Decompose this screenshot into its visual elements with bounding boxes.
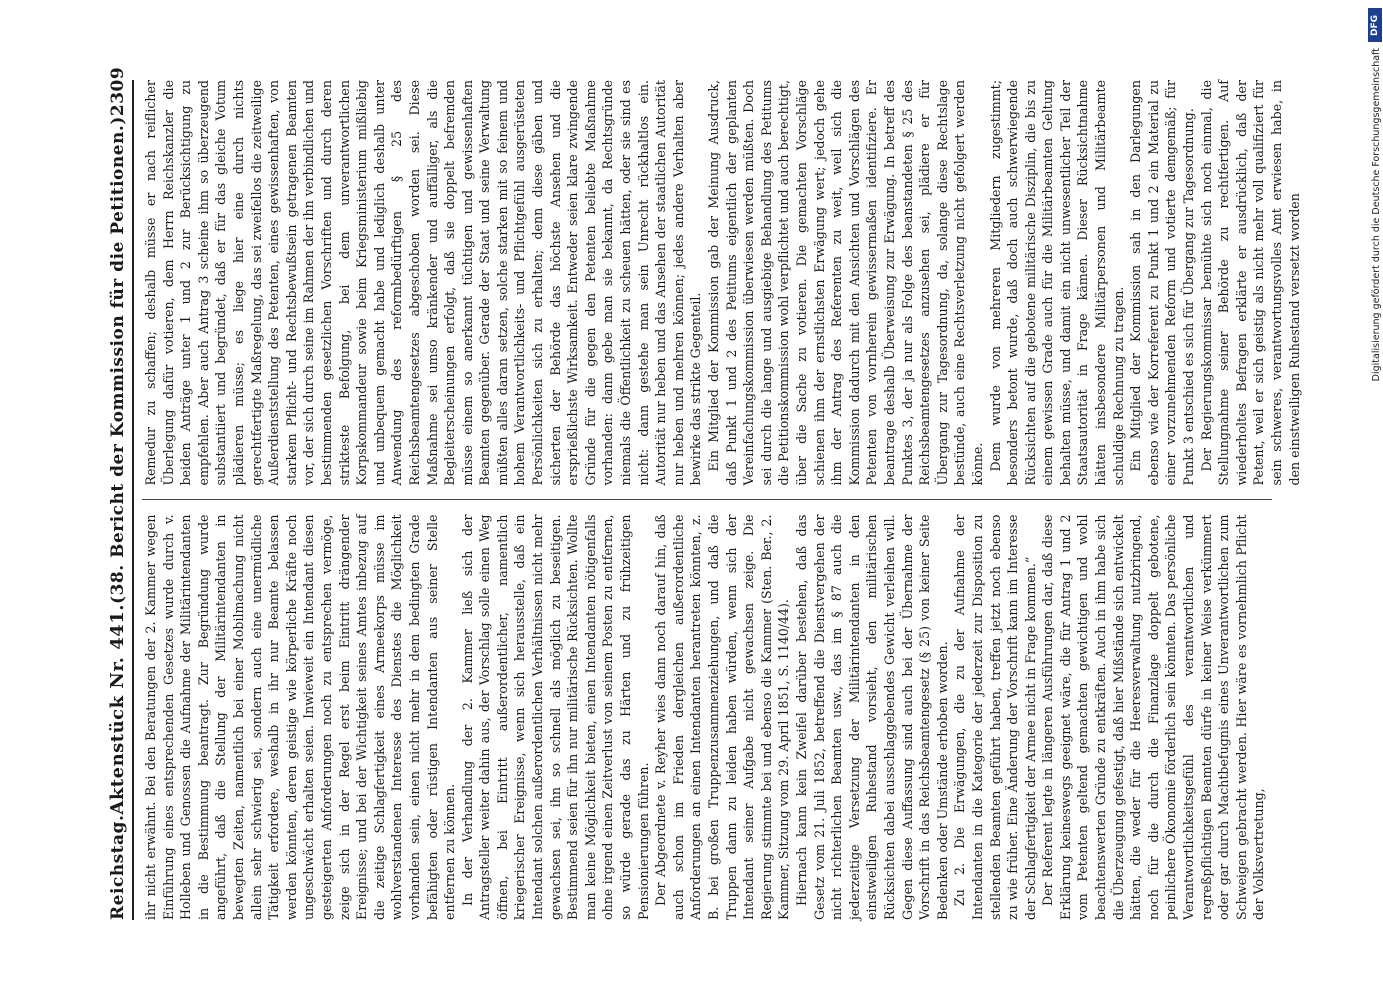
paragraph: ihr nicht erwähnt. Bei den Beratungen der 2. Kammer wegen Einführung eines entsprechenden Gesetzes wurde durch v. Holleben und Genossen die Aufnahme der Militärintendanten in die Bestimmung beantragt. Zur Begründung wurde angeführt, daß die Stellung der Militärintendanten in bewegten Zeiten, namentlich bei einer Mobilmachung nicht allein sehr schwierig sei, sondern auch eine unermüdliche Tätigkeit erfordere, weshalb in ihr nur Beamte belassen werden könnten, deren geistige wie körperliche Kräfte noch ungeschwächt erhalten seien. Inwieweit ein Intendant diesen gesteigerten Anforderungen noch zu entsprechen vermöge, zeige sich in der Regel erst beim Eintritt drängender Ereignisse; und bei der Wichtigkeit seines Amtes inbezug auf die zeitige Schlagfertigkeit eines Armeekorps müsse im wohlverstandenen Interesse des Dienstes die Möglichkeit vorhanden sein, einen nicht mehr in dem bedingten Grade befähigten oder rüstigen Intendanten aus seiner Stelle entfernen zu können. — [142, 514, 457, 920]
text-columns — [142, 80, 1302, 920]
right-column — [142, 80, 1302, 486]
header-report-title: (38. Bericht der Kommission für die Petitionen.) — [107, 116, 128, 604]
dfg-logo: DFG — [1368, 8, 1382, 42]
paragraph: Der Abgeordnete v. Reyher wies dann noch darauf hin, daß auch schon im Frieden dergleichen außerordentliche Anforderungen an einen Intendanten herantreten könnten, z. B. bei großen Truppenzusammenziehungen, und daß die Truppen dann zu leiden haben würden, wenn sich der Intendant seiner Aufgabe nicht gewachsen zeige. Die Regierung stimmte bei und ebenso die Kammer (Sten. Ber., 2. Kammer, Sitzung vom 29. April 1851, S. 1140/44). — [652, 514, 791, 920]
column-divider — [142, 500, 1272, 501]
page-header — [106, 66, 134, 920]
left-column — [142, 515, 1272, 921]
paragraph: Hiernach kann kein Zweifel darüber bestehen, daß das Gesetz vom 21. Juli 1852, betreffend die Dienstvergehen der nicht richterlichen Beamten usw., das im § 87 auch die jederzeitige Versetzung der Militärintendanten in den einstweiligen Ruhestand vorsieht, den militärischen Rücksichten dabei ausschlaggebendes Gewicht verleihen will. Gegen diese Auffassung sind auch bei der Übernahme der Vorschrift in das Reichsbeamtengesetz (§ 25) von keiner Seite Bedenken oder Umstände erhoben worden. — [793, 514, 950, 920]
header-document-number: Aktenstück Nr. 441. — [106, 603, 128, 815]
paragraph: Der Regierungskommissar bemühte sich noch einmal, die Stellungnahme seiner Behörde zu rechtfertigen. Auf wiederholtes Befragen erklärte er ausdrücklich, daß der Petent, weil er sich geistig als nicht mehr voll qualifiziert für sein schweres, verantwortungsvolles Amt erwiesen habe, in den einstweiligen Ruhestand versetzt worden — [1198, 80, 1302, 486]
document-page — [67, 50, 1317, 950]
page-number: 2309 — [107, 66, 128, 117]
paragraph: Ein Mitglied der Kommission gab der Meinung Ausdruck, daß Punkt 1 und 2 des Petitums eigentlich der geplanten Vereinfachungskommission überwiesen werden müßten. Doch sei durch die lange und ausgiebige Behandlung des Petitums die Petitionskommission wohl verpflichtet und auch berechtigt, über die Sache zu votieren. Die gemachten Vorschläge schienen ihm der ernstlichsten Erwägung wert; jedoch gehe ihm der Antrag des Referenten zu weit, weil sich die Kommission dadurch mit den Ansichten und Vorschlägen des Petenten von vornherein gewissermaßen identifiziere. Er beantrage deshalb Überweisung zur Erwägung. In betreff des Punktes 3, der ja nur als Folge des beanstandeten § 25 des Reichsbeamtengesetzes anzusehen sei, plädiere er für Übergang zur Tagesordnung, da, solange diese Rechtslage bestünde, auch eine Rechtsverletzung nicht gefolgert werden könne. — [705, 80, 985, 486]
digitization-sidebar — [1367, 0, 1383, 1000]
header-reichstag: Reichstag. — [107, 814, 128, 920]
paragraph: Dem wurde von mehreren Mitgliedern zugestimmt; besonders betont wurde, daß doch auch schwerwiegende Rücksichten auf die gebotene militärische Disziplin, die bis zu einem gewissen Grade auch für die Militärbeamten Geltung behalten müsse, und damit ein nicht unwesentlicher Teil der Staatsautorität in Frage kämen. Dieser Rücksichtnahme hätten insbesondere Militärpersonen und Militärbeamte schuldige Rechnung zu tragen. — [987, 80, 1126, 486]
funding-note: Digitalisierung gefördert durch die Deutsche Forschungsgemeinschaft — [1371, 48, 1382, 382]
paragraph: Remedur zu schaffen; deshalb müsse er nach reiflicher Überlegung dafür votieren, dem Herrn Reichskanzler die beiden Anträge unter 1 und 2 zur Berücksichtigung zu empfehlen. Aber auch Antrag 3 scheine ihm so überzeugend substantiiert und begründet, daß er für das gleiche Votum plädieren müsse; es liege hier eine durch nichts gerechtfertigte Maßregelung, das sei zweifellos die zeitweilige Außerdienststellung des Petenten, eines gewissenhaften, von starkem Pflicht- und Rechtsbewußtsein getragenen Beamten vor, der sich durch seine im Rahmen der ihn verbindlichen und bestimmenden gesetzlichen Vorschriften und durch deren strikteste Befolgung, bei dem unverantwortlichen Korpskommandeur sowie beim Kriegsministerium mißliebig und unbequem gemacht habe und lediglich deshalb unter Anwendung des reformbedürftigen § 25 des Reichsbeamtengesetzes abgeschoben worden sei. Diese Maßnahme sei umso kränkender und auffälliger, als die Begleiterscheinungen erfolgt, daß sie doppelt befremden müsse einem so anerkannt tüchtigen und gewissenhaften Beamten gegenüber. Gerade der Staat und seine Verwaltung müßten alles daran setzen, solche starken mit so feinem und hohem Verantwortlichkeits- und Pflichtgefühl ausgerüsteten Persönlichkeiten sich zu erhalten; denn diese gäben und sicherten der Behörde das höchste Ansehen und die ersprießlichste Wirksamkeit. Entweder seien klare zwingende Gründe für die gegen den Petenten beliebte Maßnahme vorhanden: dann gebe man sie bekannt, da Rechtsgründe niemals die Öffentlichkeit zu scheuen hätten, oder sie sind es nicht: dann gestehe man sein Unrecht rückhaltlos ein. Autorität nur heben und das Ansehen der staatlichen Autorität nur heben und mehren können; jedes andere Verhalten aber bewirke das strikte Gegenteil. — [142, 80, 703, 486]
paragraph: Zu 2. Die Erwägungen, die zu der Aufnahme der Intendanten in die Kategorie der jederzeit zur Disposition zu stellenden Beamten geführt haben, treffen jetzt noch ebenso zu wie früher. Eine Änderung der Vorschrift kann im Interesse der Schlagfertigkeit der Armee nicht in Frage kommen.“ — [951, 514, 1038, 920]
paragraph: Der Referent legte in längeren Ausführungen dar, daß diese Erklärung keineswegs geeignet wäre, die für Antrag 1 und 2 vom Petenten geltend gemachten gewichtigen und wohl beachtenswerten Gründe zu entkräften. Auch in ihm habe sich die Überzeugung gefestigt, daß hier Mißstände sich entwickelt hätten, die weder für die Heeresverwaltung nutzbringend, noch für die durch die Finanzlage doppelt gebotene, peinlichere Ökonomie förderlich sein könnten. Das persönliche Verantwortlichkeitsgefühl des verantwortlichen und regreßpflichtigen Beamten dürfe in keiner Weise verkümmert oder gar durch Machtbefugnis eines Unverantwortlichen zum Schweigen gebracht werden. Hier wäre es vornehmlich Pflicht der Volksvertretung, — [1039, 514, 1266, 920]
paragraph: Ein Mitglied der Kommission sah in den Darlegungen ebenso wie der Korreferent zu Punkt 1 und 2 ein Material zu einer vorzunehmenden Reform und votierte demgemäß; für Punkt 3 entschied es sich für Übergang zur Tagesordnung. — [1127, 80, 1196, 486]
paragraph: In der Verhandlung der 2. Kammer ließ sich der Antragsteller weiter dahin aus, der Vorschlag solle einen Weg öffnen, bei Eintritt außerordentlicher, namentlich kriegerischer Ereignisse, wenn sich herausstelle, daß ein Intendant solchen außerordentlichen Verhältnissen nicht mehr gewachsen sei, ihn so schnell als möglich zu beseitigen. Bestimmend seien für ihn nur militärische Rücksichten. Wollte man keine Möglichkeit bieten, einen Intendanten nötigenfalls ohne irgend einen Zeitverlust von seinem Posten zu entfernen, so würde gerade das zu Härten und zu frühzeitigen Pensionierungen führen. — [459, 514, 651, 920]
